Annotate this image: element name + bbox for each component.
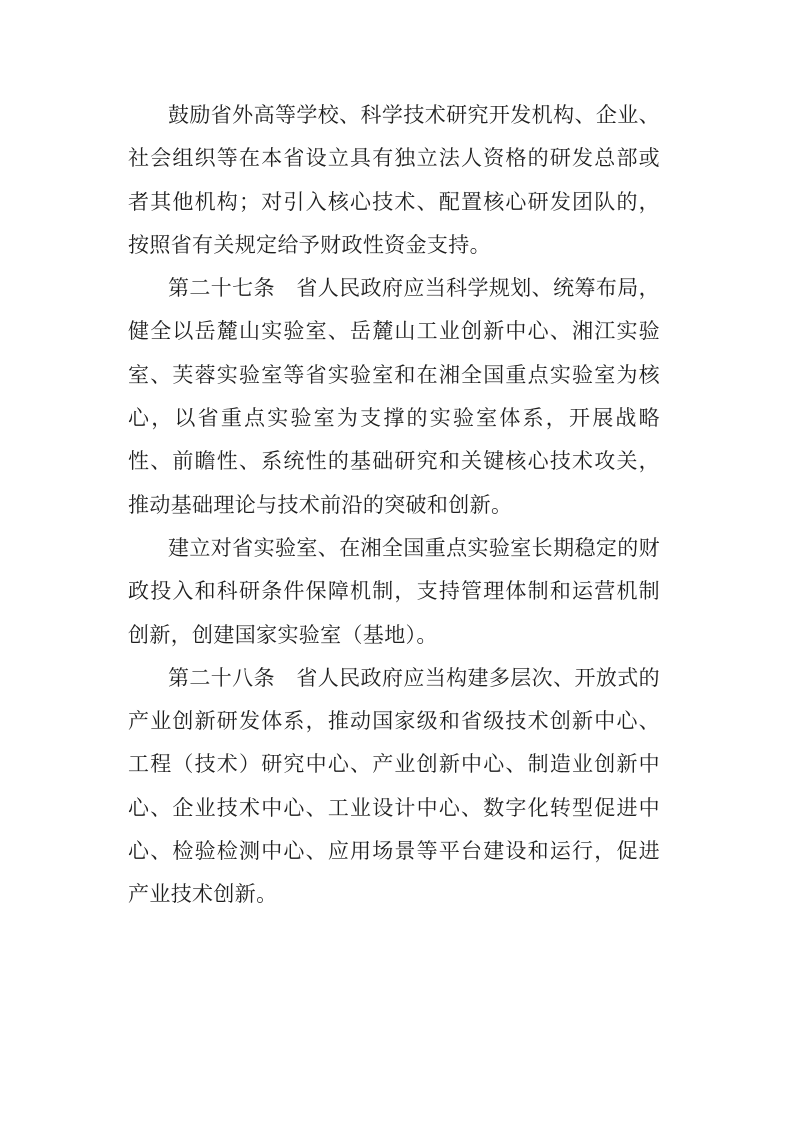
- paragraph-3: 建立对省实验室、在湘全国重点实验室长期稳定的财政投入和科研条件保障机制，支持管理体制和运营机制创新，创建国家实验室（基地）。: [128, 535, 660, 647]
- paragraph-4-article-28: 第二十八条 省人民政府应当构建多层次、开放式的产业创新研发体系，推动国家级和省级技术创新中心、工程（技术）研究中心、产业创新中心、制造业创新中心、企业技术中心、工业设计中心、数字化转型促进中心、检验检测中心、应用场景等平台建设和运行，促进产业技术创新。: [128, 665, 660, 907]
- document-body: [128, 94, 660, 917]
- paragraph-1: 鼓励省外高等学校、科学技术研究开发机构、企业、社会组织等在本省设立具有独立法人资格的研发总部或者其他机构；对引入核心技术、配置核心研发团队的，按照省有关规定给予财政性资金支持。: [128, 103, 660, 257]
- paragraph-2-article-27: 第二十七条 省人民政府应当科学规划、统筹布局，健全以岳麓山实验室、岳麓山工业创新中心、湘江实验室、芙蓉实验室等省实验室和在湘全国重点实验室为核心，以省重点实验室为支撑的实验室体系，开展战略性、前瞻性、系统性的基础研究和关键核心技术攻关，推动基础理论与技术前沿的突破和创新。: [128, 276, 660, 517]
